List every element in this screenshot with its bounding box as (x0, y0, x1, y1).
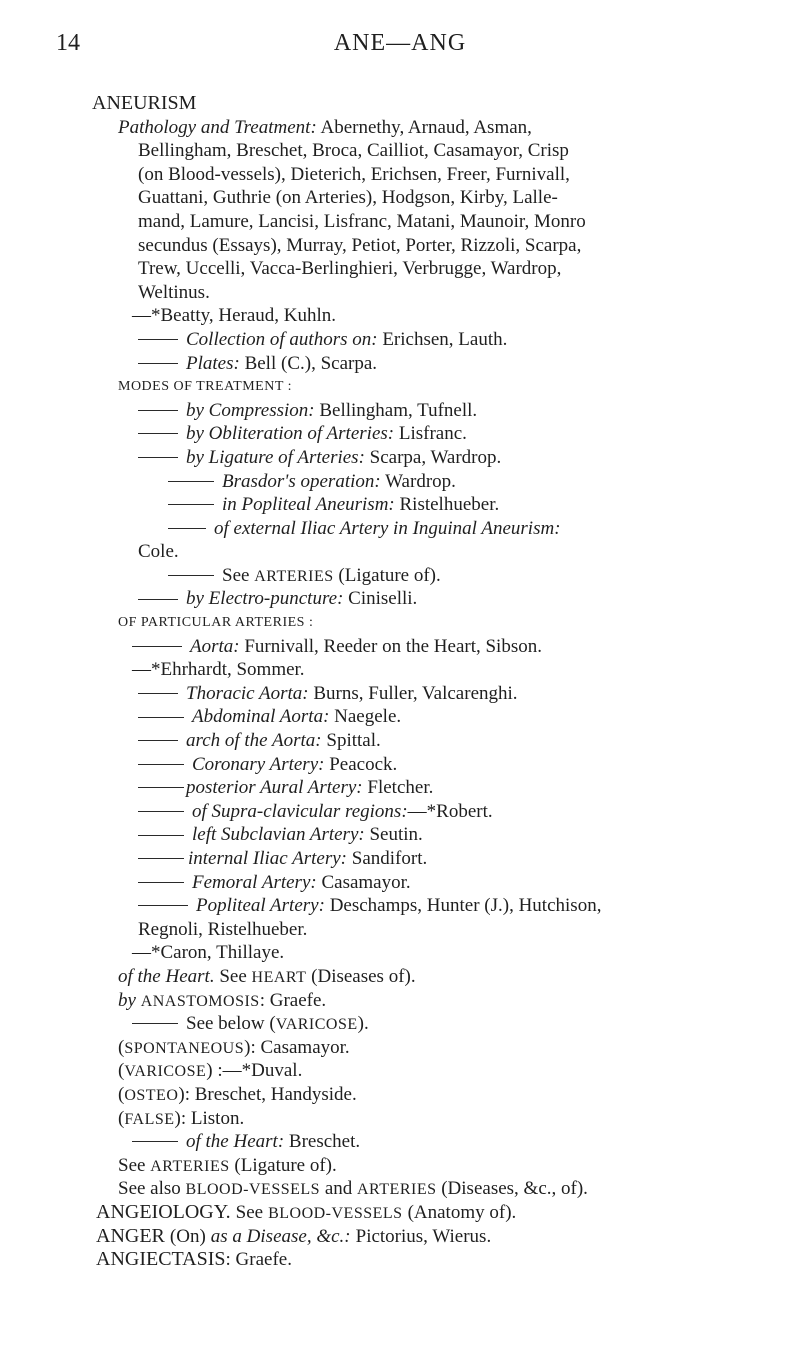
ditto-dash (138, 339, 178, 340)
ditto-dash (138, 740, 178, 741)
popliteal-artery-line: Popliteal Artery: Deschamps, Hunter (J.), Hutchison, (138, 894, 776, 918)
ditto-dash (132, 1023, 178, 1024)
index-body (92, 92, 776, 1272)
text-line: secundus (Essays), Murray, Petiot, Porter, Rizzoli, Scarpa, (138, 234, 582, 256)
text-line: Trew, Uccelli, Vacca-Berlinghieri, Verbrugge, Wardrop, (138, 258, 562, 280)
brasdor-line: Brasdor's operation: Wardrop. (168, 470, 776, 494)
subclavian-line: left Subclavian Artery: Seutin. (138, 823, 776, 847)
text-line: —*Ehrhardt, Sommer. (132, 659, 305, 681)
text-line: Weltinus. (138, 281, 210, 303)
ditto-dash (138, 599, 178, 600)
ditto-dash (138, 882, 184, 883)
ditto-dash (138, 835, 184, 836)
ditto-dash (168, 528, 206, 529)
iliac-line: of external Iliac Artery in Inguinal Aneurism: (168, 517, 776, 541)
compression-line: by Compression: Bellingham, Tufnell. (138, 399, 776, 423)
obliteration-line: by Obliteration of Arteries: Lisfranc. (138, 422, 776, 446)
angeiology-entry: ANGEIOLOGY. See BLOOD-VESSELS (Anatomy of). (96, 1200, 517, 1223)
anastomosis-line: by ANASTOMOSIS: Graefe. (118, 989, 327, 1011)
ditto-dash (138, 693, 178, 694)
thoracic-line: Thoracic Aorta: Burns, Fuller, Valcarenghi. (138, 682, 776, 706)
ditto-dash (138, 811, 184, 812)
entry-heading: ANEURISM (92, 92, 197, 114)
ditto-dash (138, 717, 184, 718)
ditto-dash (138, 787, 184, 788)
varicose-line: (VARICOSE) :—*Duval. (118, 1060, 303, 1082)
text-line: —*Caron, Thillaye. (132, 942, 285, 964)
modes-heading: MODES OF TREATMENT : (118, 379, 293, 395)
ditto-dash (138, 764, 184, 765)
entry-heading: ANGEIOLOGY. (96, 1200, 231, 1223)
electro-line: by Electro-puncture: Ciniselli. (138, 587, 776, 611)
ditto-dash (138, 410, 178, 411)
cross-reference: BLOOD-VESSELS (268, 1204, 403, 1222)
ditto-dash (138, 457, 178, 458)
arch-line: arch of the Aorta: Spittal. (138, 729, 776, 753)
ditto-dash (168, 504, 214, 505)
see-below-line: See below (VARICOSE). (132, 1012, 776, 1036)
cross-reference: HEART (251, 968, 307, 986)
pathology-label: Pathology and Treatment: (118, 116, 317, 138)
angiectasis-entry: ANGIECTASIS: Graefe. (96, 1248, 292, 1271)
text-line: Bellingham, Breschet, Broca, Cailliot, Casamayor, Crisp (138, 140, 569, 162)
false-line: (FALSE): Liston. (118, 1107, 245, 1129)
particular-heading: OF PARTICULAR ARTERIES : (118, 615, 314, 631)
page-number: 14 (56, 30, 80, 56)
ditto-dash (168, 481, 214, 482)
ditto-dash (132, 646, 182, 647)
ligature-line: by Ligature of Arteries: Scarpa, Wardrop. (138, 446, 776, 470)
collection-line: Collection of authors on: Erichsen, Lauth. (138, 328, 776, 352)
see-also-line: See also BLOOD-VESSELS and ARTERIES (Diseases, &c., of). (118, 1178, 588, 1200)
see-arteries-line: See ARTERIES (Ligature of). (168, 564, 776, 588)
abdominal-line: Abdominal Aorta: Naegele. (138, 705, 776, 729)
femoral-line: Femoral Artery: Casamayor. (138, 871, 776, 895)
text-line: —*Beatty, Heraud, Kuhln. (132, 305, 337, 327)
running-title: ANE—ANG (333, 30, 467, 56)
cross-reference: ARTERIES (254, 567, 334, 585)
see-arteries-line: See ARTERIES (Ligature of). (118, 1154, 337, 1176)
entry-heading: ANGER (96, 1224, 165, 1247)
ditto-dash (168, 575, 214, 576)
aural-line: posterior Aural Artery: Fletcher. (138, 776, 776, 800)
cross-reference: VARICOSE (275, 1016, 358, 1034)
aorta-line: Aorta: Furnivall, Reeder on the Heart, Sibson. (132, 635, 776, 659)
text-line: (on Blood-vessels), Dieterich, Erichsen, Freer, Furnivall, (138, 163, 570, 185)
text-line: Regnoli, Ristelhueber. (138, 918, 308, 940)
ditto-dash (138, 363, 178, 364)
cross-reference: ARTERIES (357, 1181, 437, 1199)
text-line: mand, Lamure, Lancisi, Lisfranc, Matani, Maunoir, Monro (138, 210, 586, 232)
ditto-dash (138, 905, 188, 906)
text-line: Cole. (138, 541, 179, 563)
heart-line: of the Heart. See HEART (Diseases of). (118, 965, 416, 987)
spontaneous-line: (SPONTANEOUS): Casamayor. (118, 1036, 350, 1058)
ditto-dash (138, 858, 184, 859)
coronary-line: Coronary Artery: Peacock. (138, 753, 776, 777)
cross-reference: ARTERIES (150, 1157, 230, 1175)
internal-iliac-line: internal Iliac Artery: Sandifort. (138, 847, 776, 871)
popliteal-line: in Popliteal Aneurism: Ristelhueber. (168, 493, 776, 517)
entry-heading: ANGIECTASIS (96, 1248, 226, 1271)
pathology-line: Pathology and Treatment: Abernethy, Arnaud, Asman, (118, 116, 532, 138)
supra-line: of Supra-clavicular regions:—*Robert. (138, 800, 776, 824)
false-heart-line: of the Heart: Breschet. (132, 1130, 776, 1154)
osteo-line: (OSTEO): Breschet, Handyside. (118, 1083, 357, 1105)
ditto-dash (132, 1141, 178, 1142)
ditto-dash (138, 433, 178, 434)
plates-line: Plates: Bell (C.), Scarpa. (138, 352, 776, 376)
anger-entry: ANGER (On) as a Disease, &c.: Pictorius, Wierus. (96, 1224, 492, 1247)
text-line: Guattani, Guthrie (on Arteries), Hodgson, Kirby, Lalle- (138, 187, 558, 209)
page-header (56, 30, 744, 60)
cross-reference: BLOOD-VESSELS (185, 1181, 321, 1199)
